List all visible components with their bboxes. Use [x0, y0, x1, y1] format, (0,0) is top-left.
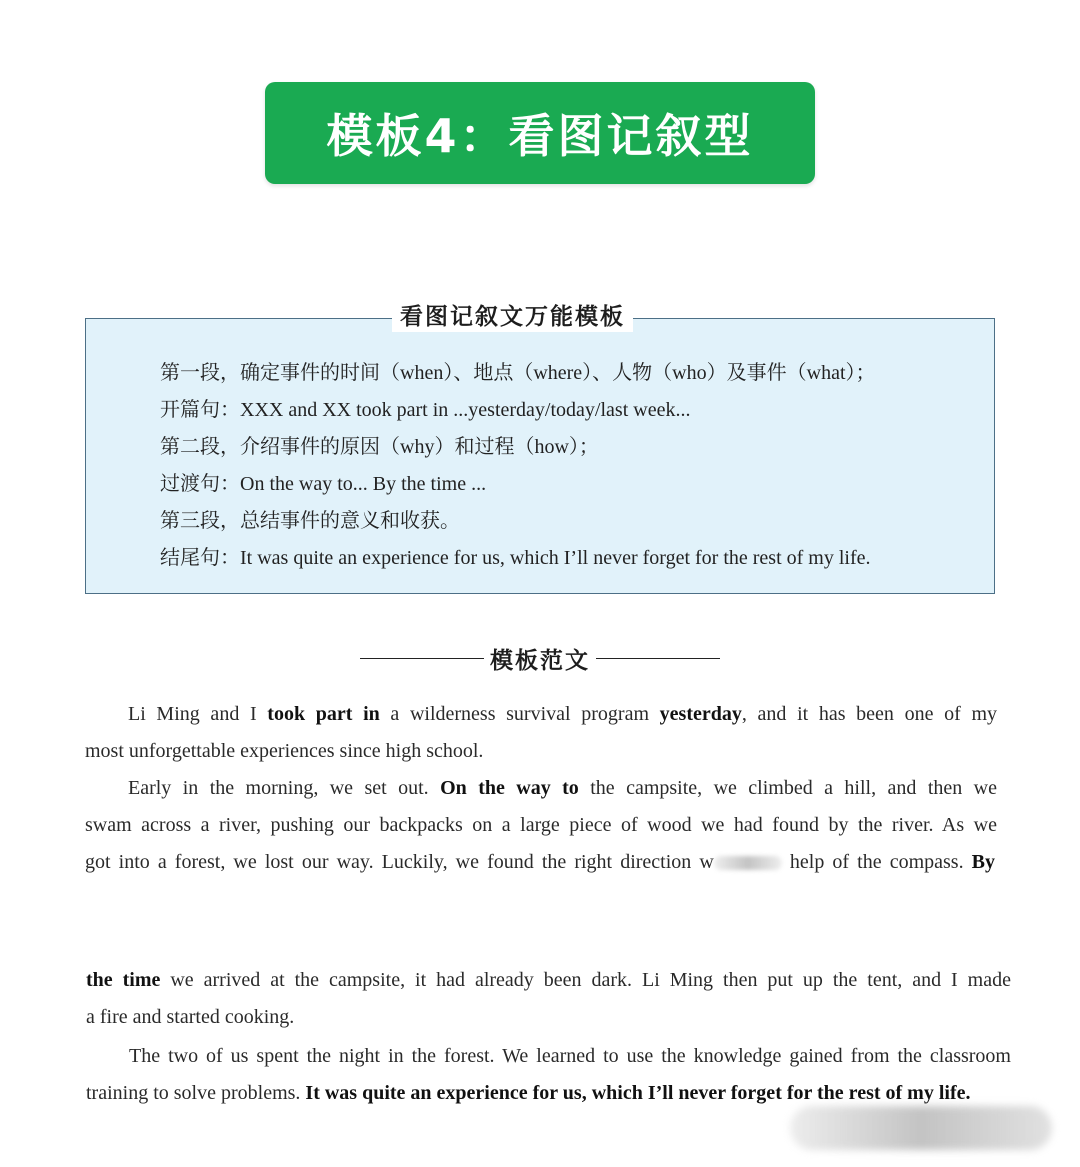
sample-paragraph-1 [85, 696, 997, 770]
bold-phrase: yesterday [659, 703, 742, 725]
template-heading: 看图记叙文万能模板 [392, 302, 633, 332]
text-run: Li Ming and I [128, 703, 268, 725]
paragraph-line [86, 962, 1011, 999]
sample-paragraph-3 [86, 962, 1011, 1036]
template-line: 第一段，确定事件的时间（when）、地点（where）、人物（who）及事件（what）； [160, 362, 876, 384]
sample-paragraph-2 [85, 770, 997, 881]
paragraph-line: The two of us spent the night in the forest. We learned to use the knowledge gained from the classroom [129, 1045, 1011, 1067]
template-line: 结尾句：It was quite an experience for us, which I’ll never forget for the rest of my life. [160, 547, 871, 569]
text-run: we arrived at the campsite, it had already been dark. Li Ming then put up the tent, and I made [160, 969, 1011, 991]
bold-phrase: On the way to [440, 777, 579, 799]
text-run: a wilderness survival program [379, 703, 660, 725]
template-line: 开篇句：XXX and XX took part in ...yesterday/today/last week... [160, 399, 691, 421]
text-run: Early in the morning, we set out. [128, 777, 441, 799]
text-run: training to solve problems. [86, 1082, 306, 1104]
blurred-watermark [790, 1106, 1052, 1150]
sample-heading [360, 640, 720, 676]
text-run: , and it has been one of my [741, 703, 998, 725]
paragraph-line: a fire and started cooking. [86, 1006, 295, 1028]
text-run: help of the compass. [781, 851, 972, 873]
sample-heading-text: 模板范文 [490, 647, 590, 674]
template-line: 第三段，总结事件的意义和收获。 [160, 510, 460, 532]
banner-title: 模板4：看图记叙型 [326, 109, 754, 163]
paragraph-line [85, 844, 995, 881]
text-run: got into a forest, we lost our way. Luckily, we found the right direction w [85, 851, 714, 873]
template-lines [160, 355, 980, 577]
paragraph-line: most unforgettable experiences since high school. [85, 740, 484, 762]
heading-rule-right [596, 658, 720, 659]
heading-rule-left [360, 658, 484, 659]
title-banner [265, 82, 815, 184]
paragraph-line [85, 696, 997, 733]
text-run: the campsite, we climbed a hill, and then we [578, 777, 997, 799]
blurred-text [714, 856, 782, 870]
paragraph-line [85, 770, 997, 807]
paragraph-line: swam across a river, pushing our backpacks on a large piece of wood we had found by the river. As we [85, 814, 997, 836]
sample-paragraph-4 [86, 1038, 1011, 1112]
template-line: 第二段，介绍事件的原因（why）和过程（how）； [160, 436, 599, 458]
bold-phrase: the time [86, 969, 161, 991]
template-line: 过渡句：On the way to... By the time ... [160, 473, 487, 495]
bold-phrase: It was quite an experience for us, which I’ll never forget for the rest of my life. [305, 1082, 971, 1104]
bold-phrase: took part in [267, 703, 380, 725]
bold-phrase: By [971, 851, 996, 873]
